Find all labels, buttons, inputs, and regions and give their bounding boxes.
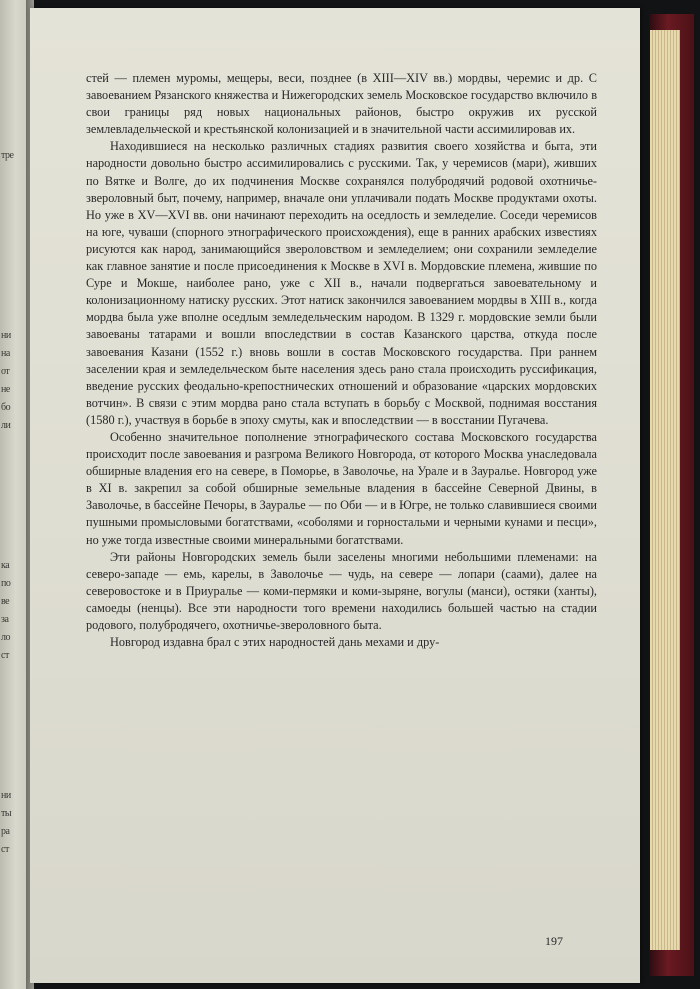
page-edges <box>650 30 680 950</box>
paragraph: Находившиеся на несколько различных стадиях развития своего хозяйства и быта, эти народности довольно быстро ассимилировались с русскими. Так, у черемисов (мари), живших по Вятке и Волге, до их подчинения Москве сохранялся полубродячий родовой охотничье-звероловный быт, почему, например, вначале они уплачивали подать Москве продуктами охоты. Но уже в XV—XVI вв. они начинают переходить на оседлость и земледелие. Соседи черемисов на юге, чуваши (спорного этнографического происхождения), еще в ранних арабских известиях рисуются как народ, занимающийся звероловством и земледелием; они сохранили земледелие как главное занятие и после присоединения к Москве в XVI в. Мордовские племена, жившие по Суре и Мокше, наиболее рано, уже с XII в., начали подвергаться завоевательному и колонизационному натиску русских. Этот натиск закончился завоеванием мордвы в XIII в., когда мордва была уже вполне оседлым земледельческим народом. В 1329 г. мордовские земли были завоеваны татарами и вошли впоследствии в состав Казанского царства, откуда после завоевания Казани (1552 г.) вновь вошли в состав Московского государства. При раннем заселении края и земледельческом быте населения здесь рано стала происходить руссификация, введение русских феодально-крепостнических отношений и образование «царских мордовских вотчин». В связи с этим мордва рано стала вступать в борьбу с Москвой, поднимая восстания (1580 г.), участвуя в борьбе в эпоху смуты, как и впоследствии — в восстании Пугачева. <box>86 139 597 427</box>
paragraph: стей — племен муромы, мещеры, веси, позднее (в XIII—XIV вв.) мордвы, черемис и др. С завоеванием Рязанского княжества и Нижегородских земель Московское государство включило в свои границы ряд новых национальных районов, быстро окружив их русской землевладельческой и крестьянской колонизацией и в значительной части ассимилировав их. <box>86 71 597 137</box>
paragraph: Эти районы Новгородских земель были заселены многими небольшими племенами: на северо-западе — емь, карелы, в Заволочье — чудь, на севере — лопари (саами), далее на северовостоке и в Приуралье — коми-пермяки и коми-зыряне, вогулы (манси), остяки (ханты), самоеды (ненцы). Все эти народности того времени находились большей частью на стадии родового, полубродячего, охотничье-звероловного быта. <box>86 549 597 632</box>
page-body <box>86 70 597 651</box>
paragraph: Особенно значительное пополнение этнографического состава Московского государства происходит после завоевания и разгрома Великого Новгорода, от которого Москва унаследовала обширные владения его на севере, в Поморье, в Заволочье, на Урале и в Зауралье. Новгород уже в XI в. закрепил за собой обширные земельные владения в бассейне Северной Двины, в Заволочье, в бассейне Печоры, в Зауралье — по Оби — и в Югре, не только славившиеся своими пушными промысловыми богатствами, «соболями и горностальми и черными кунами и песци», но уже тогда известные своими минеральными богатствами. <box>86 429 597 547</box>
page-number: 197 <box>545 934 563 948</box>
paragraph: Новгород издавна брал с этих народностей дань мехами и дру- <box>110 635 440 650</box>
previous-page-edge: тре ни на от не бо ли ка по ве за ло ст ни ты ра ст <box>0 0 26 989</box>
book-page <box>30 8 640 983</box>
